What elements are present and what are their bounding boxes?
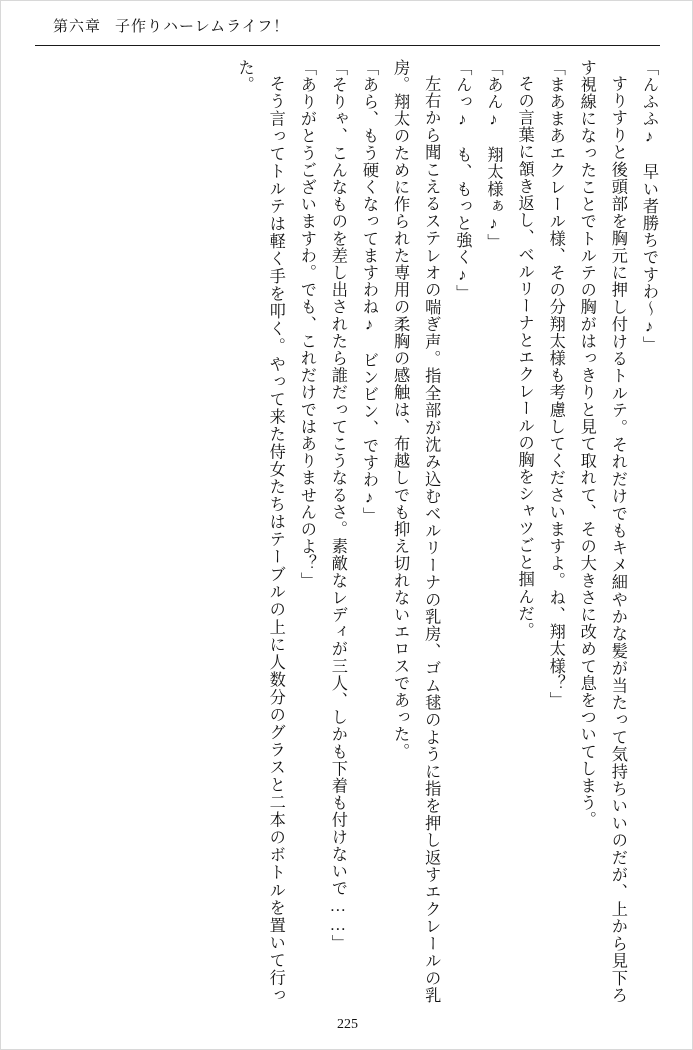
- page-body-text: [35, 59, 664, 1004]
- chapter-number: 第六章: [53, 19, 102, 35]
- paragraph: 「んふふ♪ 早い者勝ちですわ～♪」: [640, 59, 658, 354]
- paragraph: 左右から聞こえるステレオの喘ぎ声。指全部が沈み込むベルリーナの乳房、ゴム毬のように指を押し返すエクレールの乳房。翔太のために作られた専用の柔胸の感触は、布越しでも抑え切れないエロスであった。: [391, 59, 441, 1004]
- paragraph: そう言ってトルテは軽く手を叩く。やって来た侍女たちはテーブルの上に人数分のグラスと二本のボトルを置いて行った。: [235, 59, 285, 1004]
- page-number: 225: [337, 1017, 358, 1032]
- chapter-title: 子作りハーレムライフ！: [115, 19, 290, 35]
- paragraph: 「そりゃ、こんなものを差し出されたら誰だってこうなるさ。素敵なレディが三人、しかも下着も付けないで……」: [328, 59, 347, 952]
- paragraph: その言葉に頷き返し、ベルリーナとエクレールの胸をシャツごと掴んだ。: [515, 75, 534, 640]
- paragraph: 「んっ♪ も、もっと強く♪」: [453, 59, 472, 302]
- paragraph: 「あん♪ 翔太様ぁ♪」: [484, 59, 503, 251]
- paragraph: 「まあまあエクレール様、その分翔太様も考慮してくださいますよ。ね、翔太様？」: [546, 59, 565, 709]
- paragraph: すりすりと後頭部を胸元に押し付けるトルテ。それだけでもキメ細やかな髪が当たって気持ちいいのだが、上から見下ろす視線になったことでトルテの胸がはっきりと見て取れて、その大きさに改めて息をついてしまう。: [577, 59, 627, 1004]
- paragraph: 「あら、もう硬くなってますわね♪ ビンビン、ですわ♪」: [360, 59, 379, 525]
- running-header: [53, 15, 289, 36]
- header-divider: [35, 45, 660, 46]
- paragraph: 「ありがとうございますわ。でも、これだけではありませんのよ？」: [297, 59, 316, 590]
